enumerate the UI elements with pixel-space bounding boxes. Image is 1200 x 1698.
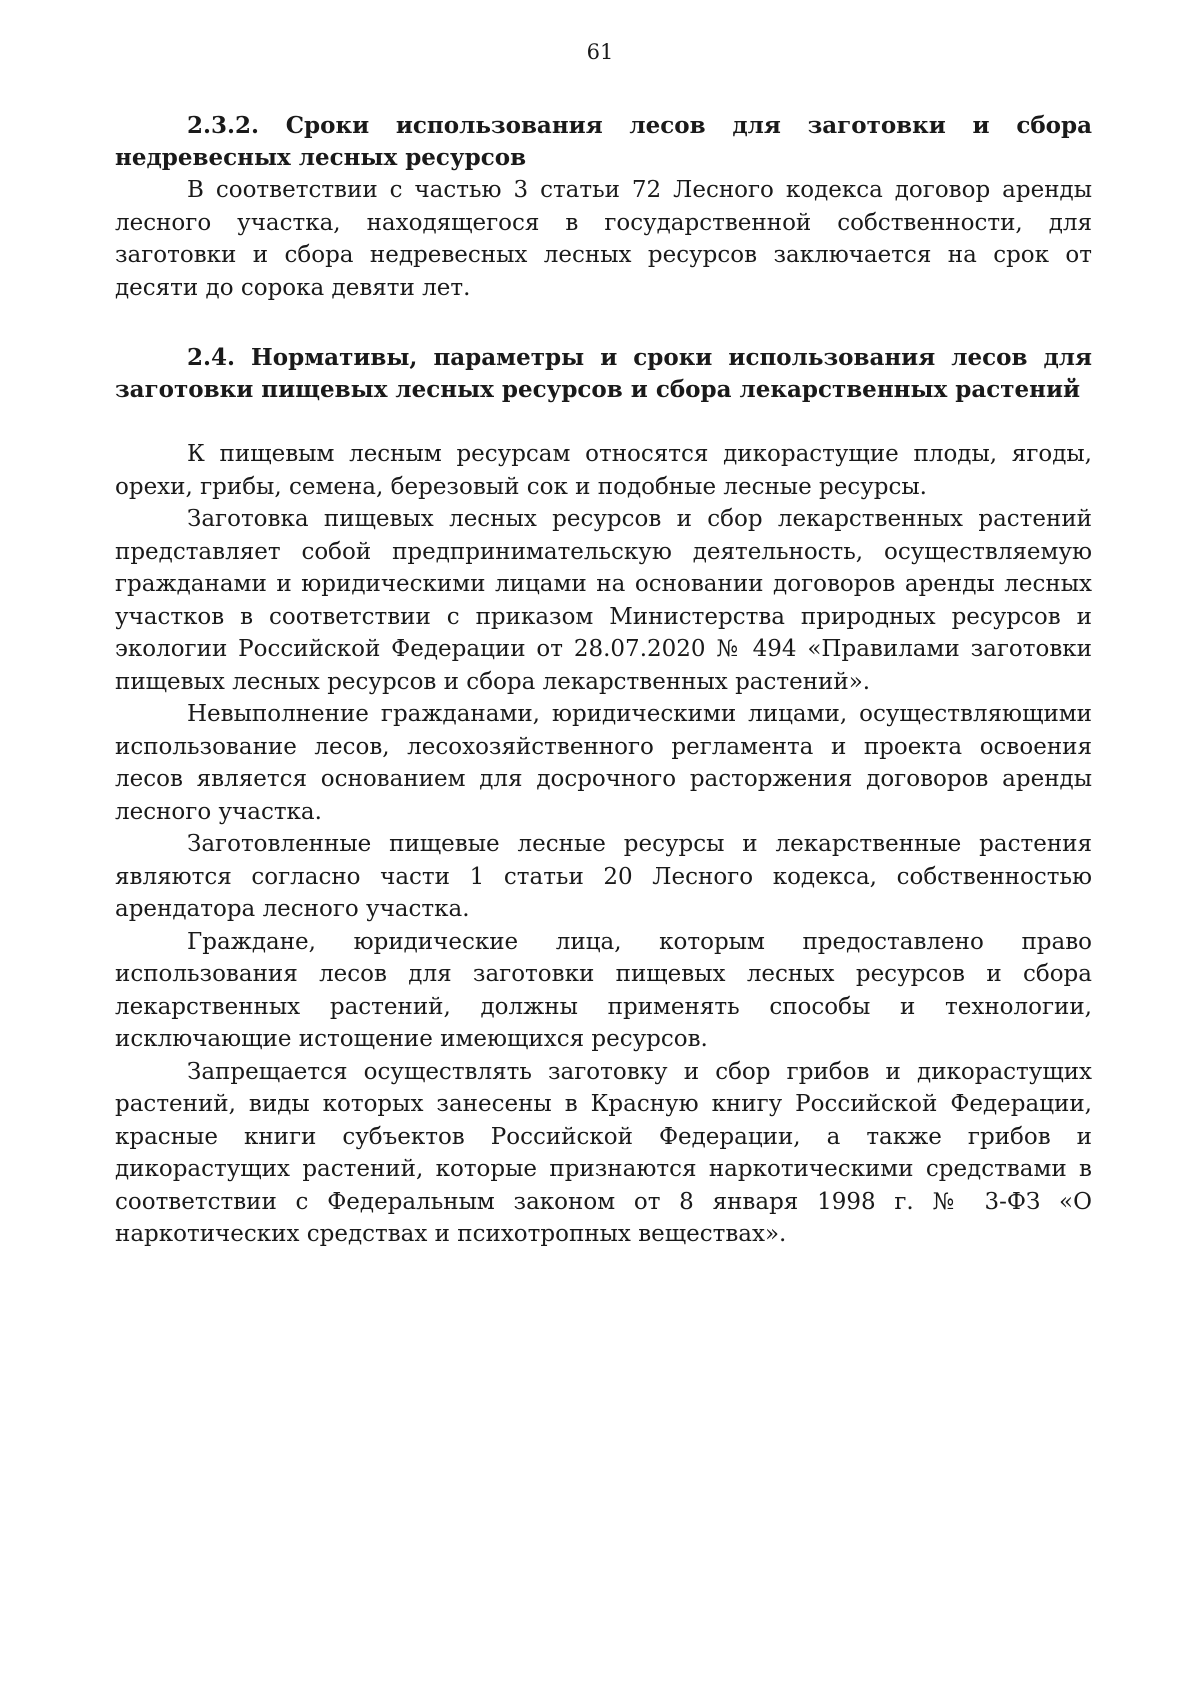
paragraph: Заготовленные пищевые лесные ресурсы и лекарственные растения являются согласно части 1 статьи 20 Лесного кодекса, собственностью арендатора лесного участка. [115, 831, 1092, 922]
section-2-3-2 [115, 110, 1092, 304]
page-content [115, 110, 1092, 1251]
spacer [115, 304, 1092, 342]
page-number: 61 [586, 40, 614, 64]
section-2-4 [115, 342, 1092, 1251]
paragraph: К пищевым лесным ресурсам относятся дикорастущие плоды, ягоды, орехи, грибы, семена, березовый сок и подобные лесные ресурсы. [115, 441, 1092, 500]
spacer [115, 406, 1092, 438]
paragraph: Невыполнение гражданами, юридическими лицами, осуществляющими использование лесов, лесохозяйственного регламента и проекта освоения лесов является основанием для досрочного расторжения договоров аренды лесного участка. [115, 701, 1092, 825]
paragraph: Запрещается осуществлять заготовку и сбор грибов и дикорастущих растений, виды которых занесены в Красную книгу Российской Федерации, красные книги субъектов Российской Федерации, а также грибов и дикорастущих растений, которые признаются наркотическими средствами в соответствии с Федеральным законом от 8 января 1998 г. № 3-ФЗ «О наркотических средствах и психотропных веществах». [115, 1058, 1092, 1247]
section-heading: 2.3.2. Сроки использования лесов для заготовки и сбора недревесных лесных ресурсов [115, 112, 1092, 171]
paragraph: Граждане, юридические лица, которым предоставлено право использования лесов для заготовки пищевых лесных ресурсов и сбора лекарственных растений, должны применять способы и технологии, исключающие истощение имеющихся ресурсов. [115, 928, 1092, 1052]
paragraph: В соответствии с частью 3 статьи 72 Лесного кодекса договор аренды лесного участка, находящегося в государственной собственности, для заготовки и сбора недревесных лесных ресурсов заключается на срок от десяти до сорока девяти лет. [115, 177, 1092, 301]
paragraph: Заготовка пищевых лесных ресурсов и сбор лекарственных растений представляет собой предпринимательскую деятельность, осуществляемую гражданами и юридическими лицами на основании договоров аренды лесных участков в соответствии с приказом Министерства природных ресурсов и экологии Российской Федерации от 28.07.2020 № 494 «Правилами заготовки пищевых лесных ресурсов и сбора лекарственных растений». [115, 506, 1092, 695]
section-heading: 2.4. Нормативы, параметры и сроки использования лесов для заготовки пищевых лесных ресурсов и сбора лекарственных растений [115, 344, 1092, 403]
